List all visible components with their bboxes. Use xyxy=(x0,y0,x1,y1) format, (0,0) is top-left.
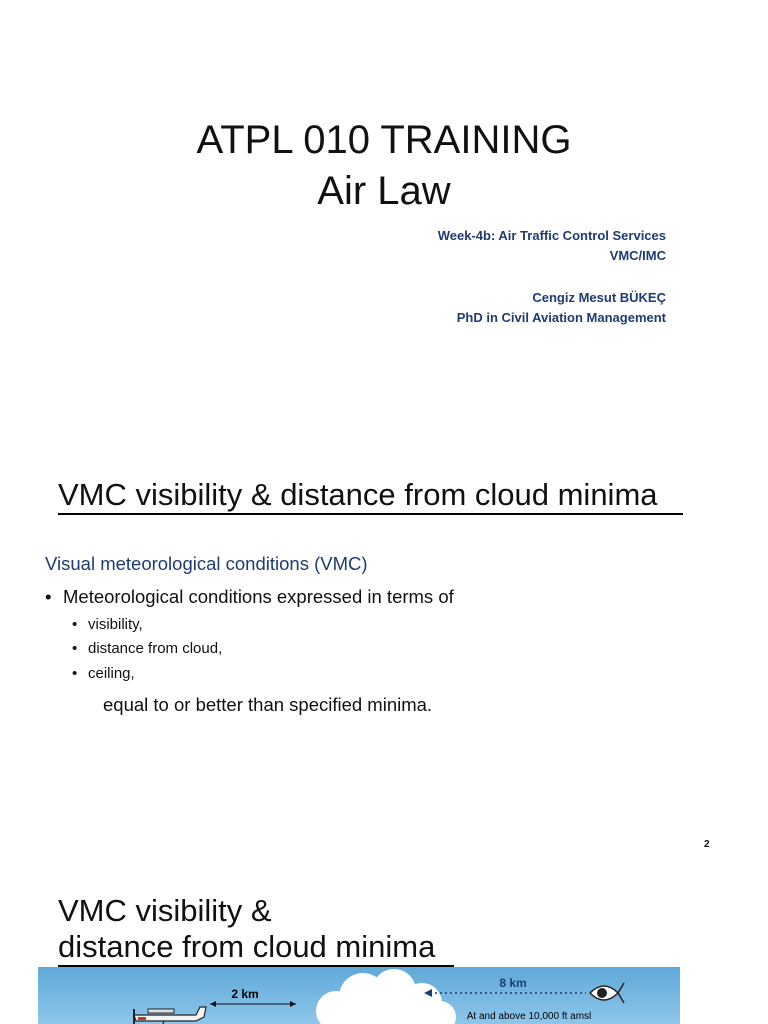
slide3-heading-line2: distance from cloud minima xyxy=(58,929,436,964)
bullet-dot: • xyxy=(72,665,78,682)
arrow-head-icon xyxy=(210,1001,216,1007)
sub-bullet-text: distance from cloud, xyxy=(88,640,223,657)
slide2-heading-underline xyxy=(58,513,683,515)
author-degree: PhD in Civil Aviation Management xyxy=(456,310,666,325)
sub-bullet xyxy=(72,640,222,657)
sub-bullet-text: visibility, xyxy=(88,616,143,633)
aircraft-icon xyxy=(134,1007,206,1024)
sub-bullet-text: ceiling, xyxy=(88,665,135,682)
label-8km: 8 km xyxy=(499,976,527,990)
page-number: 2 xyxy=(704,839,710,850)
sub-bullet xyxy=(72,665,135,682)
slide-title: ATPL 010 TRAINING xyxy=(196,118,572,162)
author-name: Cengiz Mesut BÜKEÇ xyxy=(532,290,666,305)
sub-bullet xyxy=(72,616,143,633)
slide2-heading: VMC visibility & distance from cloud minima xyxy=(58,477,658,512)
cloud-icon xyxy=(316,969,456,1024)
figure-drawing xyxy=(38,967,680,1024)
arrow-head-icon xyxy=(290,1001,296,1007)
label-2km: 2 km xyxy=(231,987,259,1001)
eye-icon xyxy=(590,983,624,1003)
vmc-subheading: Visual meteorological conditions (VMC) xyxy=(45,553,368,574)
bullet-dot: • xyxy=(45,586,52,607)
week-topic: Week-4b: Air Traffic Control Services xyxy=(437,228,666,243)
bullet-dot: • xyxy=(72,640,78,657)
main-bullet xyxy=(45,586,454,608)
bullet-dot: • xyxy=(72,616,78,633)
vmc-minima-figure xyxy=(38,967,680,1024)
minima-sentence: equal to or better than specified minima. xyxy=(103,694,433,715)
slide3-heading-line1: VMC visibility & xyxy=(58,893,272,928)
altitude-label: At and above 10,000 ft amsl xyxy=(466,1011,592,1022)
main-bullet-text: Meteorological conditions expressed in terms of xyxy=(63,586,454,607)
topic-code: VMC/IMC xyxy=(609,248,666,263)
slide-subject: Air Law xyxy=(317,169,451,213)
